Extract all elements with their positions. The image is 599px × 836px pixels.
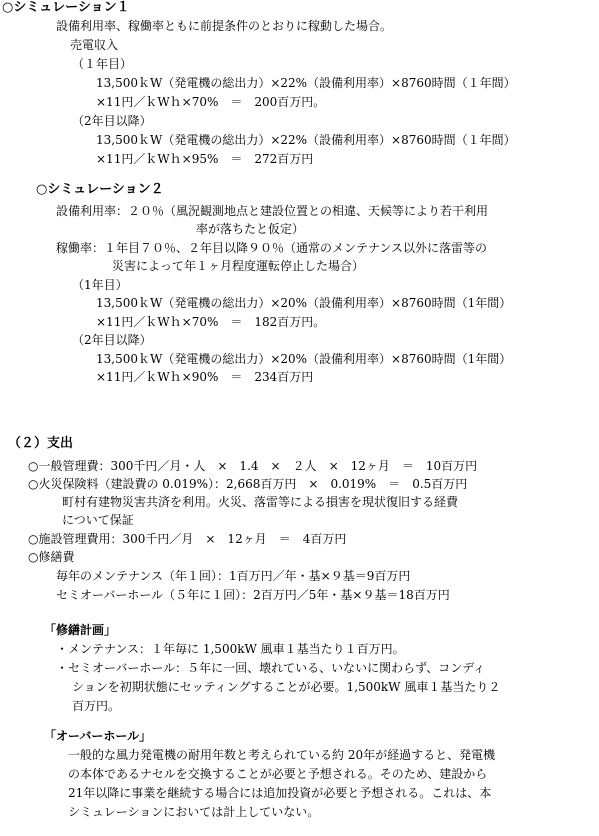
- expense-fire-note-line1: 町村有建物災害共済を利用。火災、落雷等による損害を現状復旧する経費: [62, 495, 459, 509]
- expense-fire-insurance: ○火災保険料（建設費の 0.019%）：2,668百万円 × 0.019% ＝ 0.5百万円: [28, 477, 468, 491]
- sim1-year2-calc-line2: ×11円／ｋWｈ×95% ＝ 272百万円: [96, 152, 314, 166]
- expense-repair-semi-overhaul: セミオーバーホール（５年に１回）：2百万円／5年・基×９基＝18百万円: [56, 588, 450, 602]
- expense-facility-management: ○施設管理費用：300千円／月 × 12ヶ月 ＝ 4百万円: [28, 532, 347, 546]
- overhaul-paragraph-line1: 一般的な風力発電機の耐用年数と考えられている約 20年が経過すると、発電機: [68, 748, 496, 762]
- repair-plan-item-semi-overhaul-line3: 百万円。: [72, 699, 121, 713]
- sim1-intro: 設備利用率、稼働率ともに前提条件のとおりに稼動した場合。: [56, 19, 393, 33]
- repair-plan-heading: 「修繕計画」: [44, 623, 117, 637]
- expense-general-admin: ○一般管理費：300千円／月・人 × 1.4 × ２人 × 12ヶ月 ＝ 10百万円: [28, 459, 478, 473]
- overhaul-paragraph-line3: 21年以降に事業を継続する場合には追加投資が必要と予想される。これは、本: [68, 786, 492, 800]
- sim1-heading: ○シミュレーション１: [2, 0, 130, 15]
- sim2-year2-label: （2年目以降）: [72, 333, 152, 347]
- expense-repair-annual: 毎年のメンテナンス（年１回）：1百万円／年・基×９基＝9百万円: [56, 569, 411, 583]
- sim2-year2-calc-line1: 13,500ｋW（発電機の総出力）×20%（設備利用率）×8760時間（1年間）: [96, 352, 512, 366]
- overhaul-heading: 「オーバーホール」: [44, 729, 152, 743]
- sim1-sales-label: 売電収入: [70, 38, 119, 52]
- sim1-year2-calc-line1: 13,500ｋW（発電機の総出力）×22%（設備利用率）×8760時間（１年間）: [96, 133, 516, 147]
- expense-fire-note-line2: について保証: [62, 513, 134, 527]
- repair-plan-item-semi-overhaul-line1: ・セミオーバーホール：５年に一回、壊れている、いないに関わらず、コンディ: [56, 661, 486, 675]
- sim2-heading: ○シミュレーション２: [36, 182, 164, 197]
- sim1-year1-calc-line1: 13,500ｋW（発電機の総出力）×22%（設備利用率）×8760時間（１年間）: [96, 76, 516, 90]
- sim2-year1-calc-line2: ×11円／ｋWｈ×70% ＝ 182百万円。: [96, 315, 326, 329]
- sim1-year2-label: （2年目以降）: [72, 114, 152, 128]
- sim1-year1-calc-line2: ×11円／ｋWｈ×70% ＝ 200百万円。: [96, 95, 326, 109]
- repair-plan-item-maintenance: ・メンテナンス：１年毎に 1,500kW 風車１基当たり１百万円。: [56, 642, 405, 656]
- sim2-utilization-line1: 設備利用率：２０％（風況観測地点と建設位置との相違、天候等により若干利用: [56, 204, 489, 218]
- sim2-utilization-line2: 率が落ちたと仮定）: [196, 222, 305, 236]
- overhaul-paragraph-line2: の本体であるナセルを交換することが必要と予想される。そのため、建設から: [68, 767, 488, 781]
- sim2-year1-calc-line1: 13,500ｋW（発電機の総出力）×20%（設備利用率）×8760時間（1年間）: [96, 296, 512, 310]
- sim2-year1-label: （1年目）: [72, 278, 128, 292]
- expense-repair-heading: ○修繕費: [28, 550, 75, 564]
- expense-heading: （２）支出: [8, 436, 74, 451]
- sim2-operation-line1: 稼働率：１年目７０％、２年目以降９０％（通常のメンテナンス以外に落雷等の: [56, 241, 488, 255]
- sim2-year2-calc-line2: ×11円／ｋWｈ×90% ＝ 234百万円: [96, 370, 314, 384]
- repair-plan-item-semi-overhaul-line2: ションを初期状態にセッティングすることが必要。1,500kW 風車１基当たり２: [72, 680, 501, 694]
- sim2-operation-line2: 災害によって年１ヶ月程度運転停止した場合）: [112, 259, 365, 273]
- sim1-year1-label: （１年目）: [72, 57, 133, 71]
- overhaul-paragraph-line4: シミュレーションにおいては計上していない。: [68, 805, 320, 819]
